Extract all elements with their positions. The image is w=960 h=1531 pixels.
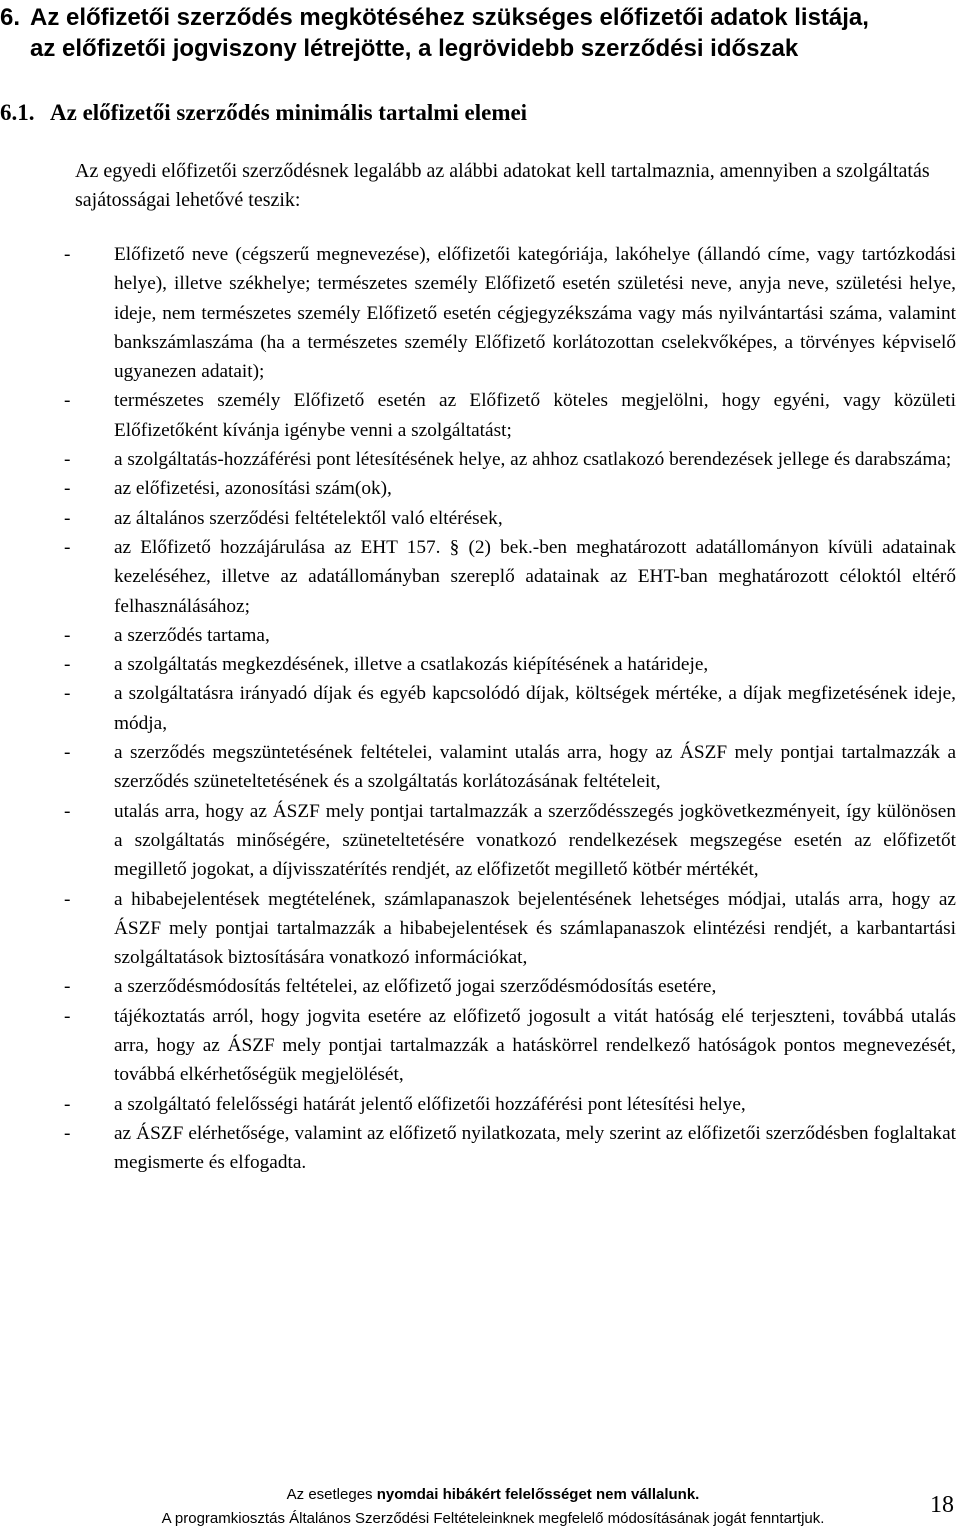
- list-item: [64, 972, 956, 1001]
- list-dash: -: [64, 742, 71, 764]
- list-dash: -: [64, 976, 71, 998]
- footer-rights-notice: A programkiosztás Általános Szerződési Feltételeinknek megfelelő módosításának jogát fenntartjuk.: [161, 1510, 825, 1527]
- footer-disclaimer-prefix: Az esetleges: [286, 1486, 373, 1503]
- list-item-text: a szerződés megszüntetésének feltételei, valamint utalás arra, hogy az ÁSZF mely pontjai tartalmazzák a szerződés szüneteltetésének és a szolgáltatás korlátozásának feltételeit,: [114, 742, 956, 793]
- list-dash: -: [64, 800, 71, 822]
- list-item: [64, 650, 956, 679]
- list-item-text: tájékoztatás arról, hogy jogvita esetére az előfizető jogosult a vitát hatóság elé terjeszteni, továbbá utalás arra, hogy az ÁSZF mely pontjai tartalmazzák a hatáskörrel rendelkező hatóságok pontos megnevezését, továbbá elkérhetőségük megjelölését,: [114, 1005, 956, 1086]
- heading-line-1: Az előfizetői szerződés megkötéséhez szükséges előfizetői adatok listája,: [30, 4, 869, 31]
- intro-paragraph: Az egyedi előfizetői szerződésnek legalább az alábbi adatokat kell tartalmaznia, amennyiben a szolgáltatás sajátosságai lehetővé teszik:: [75, 160, 930, 211]
- list-item: [64, 885, 956, 973]
- list-item-text: a hibabejelentések megtételének, számlapanaszok bejelentésének lehetséges módjai, utalás arra, hogy az ÁSZF mely pontjai tartalmazzák a hibabejelentések és számlapanaszok elintézési rendjét, a karbantartási szolgáltatások biztosítására vonatkozó információkat,: [114, 888, 956, 969]
- list-item: [64, 445, 956, 474]
- section-heading: [0, 98, 527, 128]
- page-heading: [0, 2, 960, 64]
- list-item-text: az általános szerződési feltételektől való eltérések,: [114, 507, 503, 529]
- list-item: [64, 386, 956, 445]
- list-dash: -: [64, 654, 71, 676]
- list-dash: -: [64, 244, 71, 265]
- list-item: [64, 504, 956, 533]
- list-item-text: Előfizető neve (cégszerű megnevezése), előfizetői kategóriája, lakóhelye (állandó címe, vagy tartózkodási helye), illetve székhelye; természetes személy Előfizető esetén születési neve, anyja neve, születési helye, ideje, nem természetes személy Előfizető esetén cégjegyzékszáma vagy más nyilvántartási száma, valamint bankszámlaszáma (ha a természetes személy Előfizető korlátozottan cselekvőképes, a törvényes képviselő ugyanezen adatait);: [114, 244, 956, 383]
- list-item-text: a szolgáltató felelősségi határát jelentő előfizetői hozzáférési pont létesítési helye,: [114, 1093, 746, 1115]
- list-item-text: a szerződés tartama,: [114, 624, 270, 646]
- list-item-text: az Előfizető hozzájárulása az EHT 157. § (2) bek.-ben meghatározott adatállományon kívüli adatainak kezeléséhez, illetve az adatállományban szereplő adatainak az EHT-ban meghatározott céloktól eltérő felhasználásához;: [114, 536, 956, 617]
- requirements-list: [64, 240, 956, 1178]
- list-item: [64, 1090, 956, 1119]
- list-dash: -: [64, 507, 71, 529]
- list-dash: -: [64, 449, 71, 471]
- section-number: 6.1.: [0, 100, 35, 125]
- list-dash: -: [64, 536, 71, 558]
- list-dash: -: [64, 624, 71, 646]
- list-item-text: a szerződésmódosítás feltételei, az előfizető jogai szerződésmódosítás esetére,: [114, 976, 717, 998]
- footer-disclaimer-bold: nyomdai hibákért felelősséget nem vállalunk.: [376, 1486, 700, 1503]
- list-dash: -: [64, 888, 71, 910]
- list-item-text: a szolgáltatás-hozzáférési pont létesítésének helye, az ahhoz csatlakozó berendezések jellege és darabszáma;: [114, 449, 952, 471]
- list-dash: -: [64, 1005, 71, 1027]
- list-dash: -: [64, 1093, 71, 1115]
- list-item: [64, 1119, 956, 1178]
- list-item-text: az ÁSZF elérhetősége, valamint az előfizető nyilatkozata, mely szerint az előfizetői szerződésben foglaltakat megismerte és elfogadta.: [114, 1122, 956, 1174]
- list-item-text: a szolgáltatás megkezdésének, illetve a csatlakozás kiépítésének a határideje,: [114, 654, 709, 676]
- list-item: [64, 1002, 956, 1090]
- list-item-text: az előfizetési, azonosítási szám(ok),: [114, 478, 392, 500]
- heading-number: 6.: [0, 4, 21, 31]
- list-dash: -: [64, 1122, 71, 1144]
- list-dash: -: [64, 683, 71, 705]
- list-item: [64, 797, 956, 885]
- list-dash: -: [64, 478, 71, 500]
- section-title: Az előfizetői szerződés minimális tartalmi elemei: [50, 100, 528, 125]
- page-number: 18: [930, 1492, 954, 1518]
- list-item: [64, 621, 956, 650]
- list-item: [64, 679, 956, 738]
- list-item-text: természetes személy Előfizető esetén az Előfizető köteles megjelölni, hogy egyéni, vagy közületi Előfizetőként kívánja igénybe venni a szolgáltatást;: [114, 390, 956, 441]
- heading-line-2: az előfizetői jogviszony létrejötte, a legrövidebb szerződési időszak: [30, 35, 799, 62]
- list-item: [64, 533, 956, 621]
- list-item: [64, 738, 956, 797]
- list-dash: -: [64, 390, 71, 412]
- list-item-text: a szolgáltatásra irányadó díjak és egyéb kapcsolódó díjak, költségek mértéke, a díjak megfizetésének ideje, módja,: [114, 683, 956, 734]
- list-item: [64, 474, 956, 503]
- footer-disclaimer: [108, 1485, 878, 1505]
- list-item-text: utalás arra, hogy az ÁSZF mely pontjai tartalmazzák a szerződésszegés jogkövetkezményeit, így különösen a szolgáltatás minőségére, szüneteltetésére vonatkozó rendelkezések megszegése esetén az előfizetőt megillető jogokat, a díjvisszatérítés rendjét, az előfizetőt megillető kötbér mértékét,: [114, 800, 956, 881]
- list-item: [64, 240, 956, 386]
